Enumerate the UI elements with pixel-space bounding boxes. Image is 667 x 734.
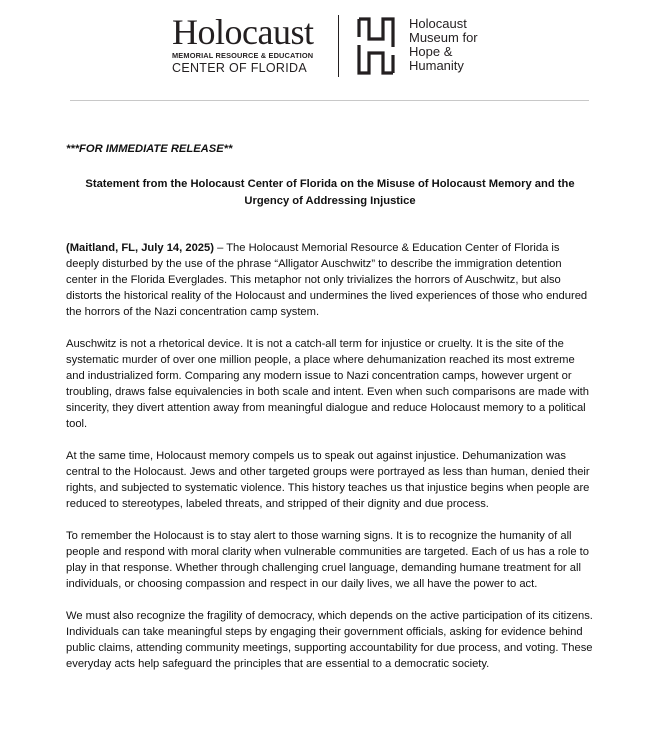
logo-subtitle-line2: CENTER OF FLORIDA bbox=[172, 61, 307, 75]
paragraph-1-text: – The Holocaust Memorial Resource & Education Center of Florida is deeply disturbed by the use of the phrase “Alligator Auschwitz” to describe the immigration detention center in the Florida Everglades. This metaphor not only trivializes the horrors of Auschwitz, but also distorts the historical reality of the Holocaust and undermines the lived experiences of those who endured the horrors of the Nazi concentration camp system. bbox=[66, 242, 588, 318]
museum-logo-line: Humanity bbox=[409, 58, 464, 73]
paragraph-1 bbox=[66, 240, 594, 320]
release-label: ***FOR IMMEDIATE RELEASE** bbox=[66, 143, 233, 155]
holocaust-center-logo bbox=[172, 14, 324, 75]
dateline: (Maitland, FL, July 14, 2025) bbox=[66, 242, 214, 254]
logo-subtitle-line1: MEMORIAL RESOURCE & EDUCATION bbox=[172, 51, 314, 60]
paragraph-4: To remember the Holocaust is to stay alert to those warning signs. It is to recognize the humanity of all people and respond with moral clarity when vulnerable communities are targeted. Each of us has a role to play in that response. Whether through challenging cruel language, demanding humane treatment for all individuals, or choosing compassion and respect in our daily lives, we all have the power to act. bbox=[66, 530, 589, 590]
logo-divider bbox=[338, 15, 339, 77]
header-divider-rule bbox=[70, 100, 589, 101]
logo-brand-name: Holocaust bbox=[172, 12, 314, 52]
statement-title: Statement from the Holocaust Center of Florida on the Misuse of Holocaust Memory and the Urgency of Addressing Injustice bbox=[85, 178, 575, 207]
museum-logo-line: Holocaust bbox=[409, 16, 467, 31]
museum-logo-line: Hope & bbox=[409, 44, 453, 59]
paragraph-5: We must also recognize the fragility of democracy, which depends on the active participation of its citizens. Individuals can take meaningful steps by engaging their government officials, asking for evidence behind public claims, attending community meetings, supporting accountability for due process, and voting. These everyday acts help safeguard the principles that are essential to a democratic society. bbox=[66, 610, 593, 670]
museum-logo-line: Museum for bbox=[409, 30, 478, 45]
hh-mark-icon bbox=[357, 17, 395, 75]
press-release-body bbox=[66, 141, 594, 672]
museum-logo-text bbox=[409, 17, 478, 73]
paragraph-3: At the same time, Holocaust memory compels us to speak out against injustice. Dehumanization was central to the Holocaust. Jews and other targeted groups were portrayed as less than human, denied their rights, and subjected to systematic violence. This history teaches us that injustice begins when people are reduced to stereotypes, labeled threats, and stripped of their dignity and due process. bbox=[66, 450, 590, 510]
paragraph-2: Auschwitz is not a rhetorical device. It is not a catch-all term for injustice or cruelty. It is the site of the systematic murder of over one million people, a place where dehumanization reached its most extreme and industrialized form. Comparing any modern issue to Nazi concentration camps, however urgent or troubling, draws false equivalencies in both scale and intent. Even when such comparisons are made with sincerity, they divert attention away from meaningful dialogue and reduce Holocaust memory to a political tool. bbox=[66, 338, 589, 430]
